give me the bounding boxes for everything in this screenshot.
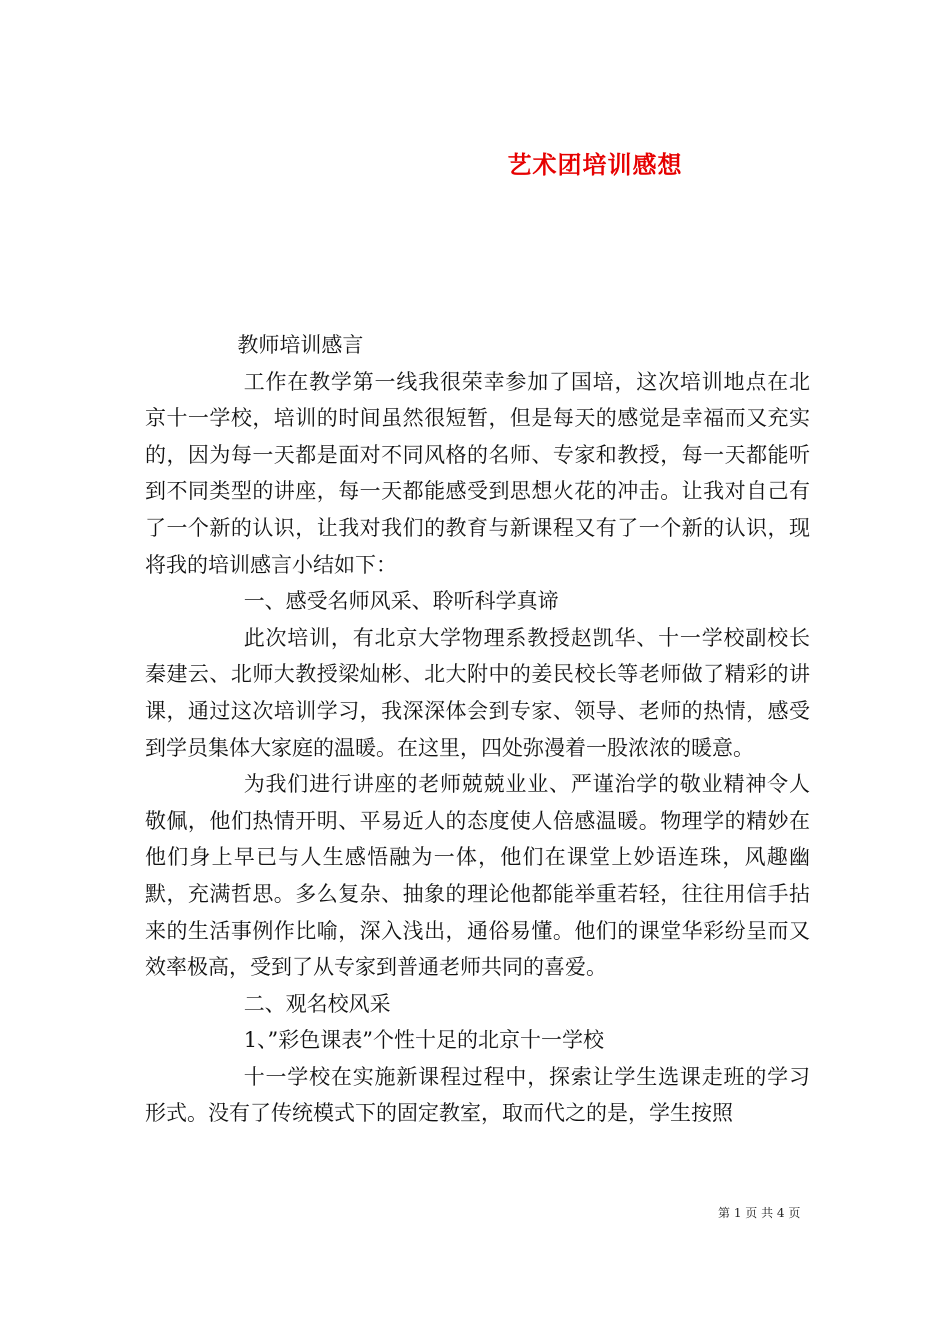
paragraph-intro: 工作在教学第一线我很荣幸参加了国培，这次培训地点在北京十一学校，培训的时间虽然很短暂，但是每天的感觉是幸福而又充实的，因为每一天都是面对不同风格的名师、专家和教授，每一天都能听到不同类型的讲座，每一天都能感受到思想火花的冲击。让我对自己有了一个新的认识，让我对我们的教育与新课程又有了一个新的认识，现将我的培训感言小结如下： [145,369,810,577]
paragraph-section-2-1: 十一学校在实施新课程过程中，探索让学生选课走班的学习形式。没有了传统模式下的固定教室，取而代之的是，学生按照 [145,1064,810,1126]
section-heading-2: 二、观名校风采 [243,991,391,1016]
section-heading-1: 一、感受名师风采、聆听科学真谛 [243,589,559,614]
subsection-heading-2-1: 1、”彩色课表”个性十足的北京十一学校 [243,1028,605,1053]
paragraph-section-1a: 此次培训，有北京大学物理系教授赵凯华、十一学校副校长秦建云、北师大教授梁灿彬、北大附中的姜民校长等老师做了精彩的讲课，通过这次培训学习，我深深体会到专家、领导、老师的热情，感受到学员集体大家庭的温暖。在这里，四处弥漫着一股浓浓的暖意。 [145,625,810,760]
page-number-footer: 第 1 页 共 4 页 [718,1206,801,1220]
document-subtitle: 教师培训感言 [237,333,364,357]
document-title: 艺术团培训感想 [507,150,683,180]
paragraph-section-1b: 为我们进行讲座的老师兢兢业业、严谨治学的敬业精神令人敬佩，他们热情开明、平易近人的态度使人倍感温暖。物理学的精妙在他们身上早已与人生感悟融为一体，他们在课堂上妙语连珠，风趣幽默，充满哲思。多么复杂、抽象的理论他都能举重若轻，往往用信手拈来的生活事例作比喻，深入浅出，通俗易懂。他们的课堂华彩纷呈而又效率极高，受到了从专家到普通老师共同的喜爱。 [145,772,810,980]
document-body [145,327,810,1132]
